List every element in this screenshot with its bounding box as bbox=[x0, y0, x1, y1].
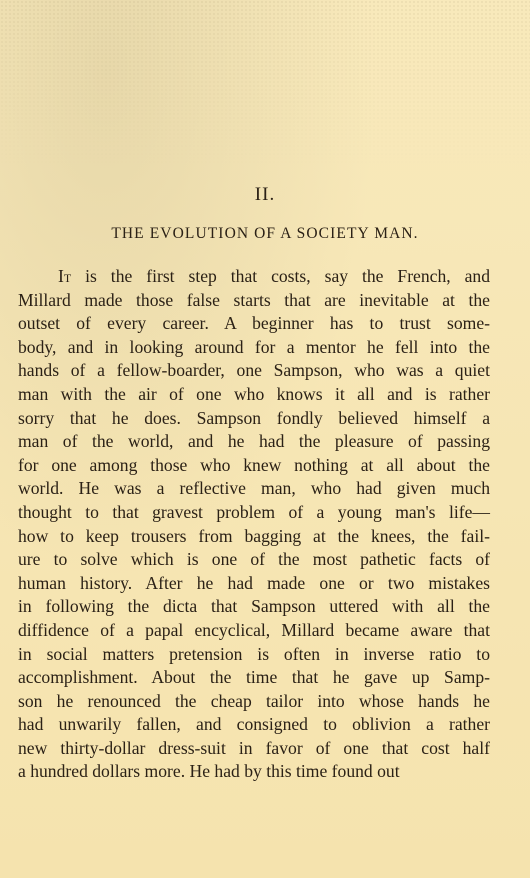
text-line: sorry that he does. Sampson fondly believed himself a bbox=[18, 407, 490, 428]
text-line: man of the world, and he had the pleasure of passing bbox=[18, 431, 490, 452]
text-line: Millard made those false starts that are inevitable at the bbox=[18, 289, 490, 310]
show-through-texture bbox=[0, 0, 530, 170]
text-line: had unwarily fallen, and consigned to oblivion a rather bbox=[18, 714, 490, 735]
text-line: accomplishment. About the time that he gave up Samp- bbox=[18, 667, 490, 688]
text-line: man with the air of one who knows it all and is rather bbox=[18, 383, 490, 404]
first-line-rest: is the first step that costs, say the French, and bbox=[85, 266, 490, 286]
body-paragraph bbox=[18, 265, 490, 784]
text-line: world. He was a reflective man, who had given much bbox=[18, 478, 490, 499]
text-line: for one among those who knew nothing at all about the bbox=[18, 454, 490, 475]
text-line: human history. After he had made one or two mistakes bbox=[18, 572, 490, 593]
text-line: how to keep trousers from bagging at the knees, the fail- bbox=[18, 525, 490, 546]
text-line: hands of a fellow-boarder, one Sampson, who was a quiet bbox=[18, 360, 490, 381]
text-line: thought to that gravest problem of a young man's life— bbox=[18, 501, 490, 522]
chapter-number: II. bbox=[254, 184, 276, 205]
opening-word: It bbox=[58, 266, 72, 286]
text-line: ure to solve which is one of the most pathetic facts of bbox=[18, 549, 490, 570]
text-line: outset of every career. A beginner has to trust some- bbox=[18, 313, 490, 334]
chapter-title: THE EVOLUTION OF A SOCIETY MAN. bbox=[111, 225, 419, 242]
text-line: new thirty-dollar dress-suit in favor of one that cost half bbox=[18, 737, 490, 758]
text-line: a hundred dollars more. He had by this time found out bbox=[18, 761, 400, 782]
text-line: diffidence of a papal encyclical, Millard became aware that bbox=[18, 619, 490, 640]
text-line: son he renounced the cheap tailor into whose hands he bbox=[18, 690, 490, 711]
text-line: in following the dicta that Sampson uttered with all the bbox=[18, 596, 490, 617]
text-line-1 bbox=[18, 265, 490, 289]
text-line: body, and in looking around for a mentor he fell into the bbox=[18, 336, 490, 357]
text-line: in social matters pretension is often in inverse ratio to bbox=[18, 643, 490, 664]
